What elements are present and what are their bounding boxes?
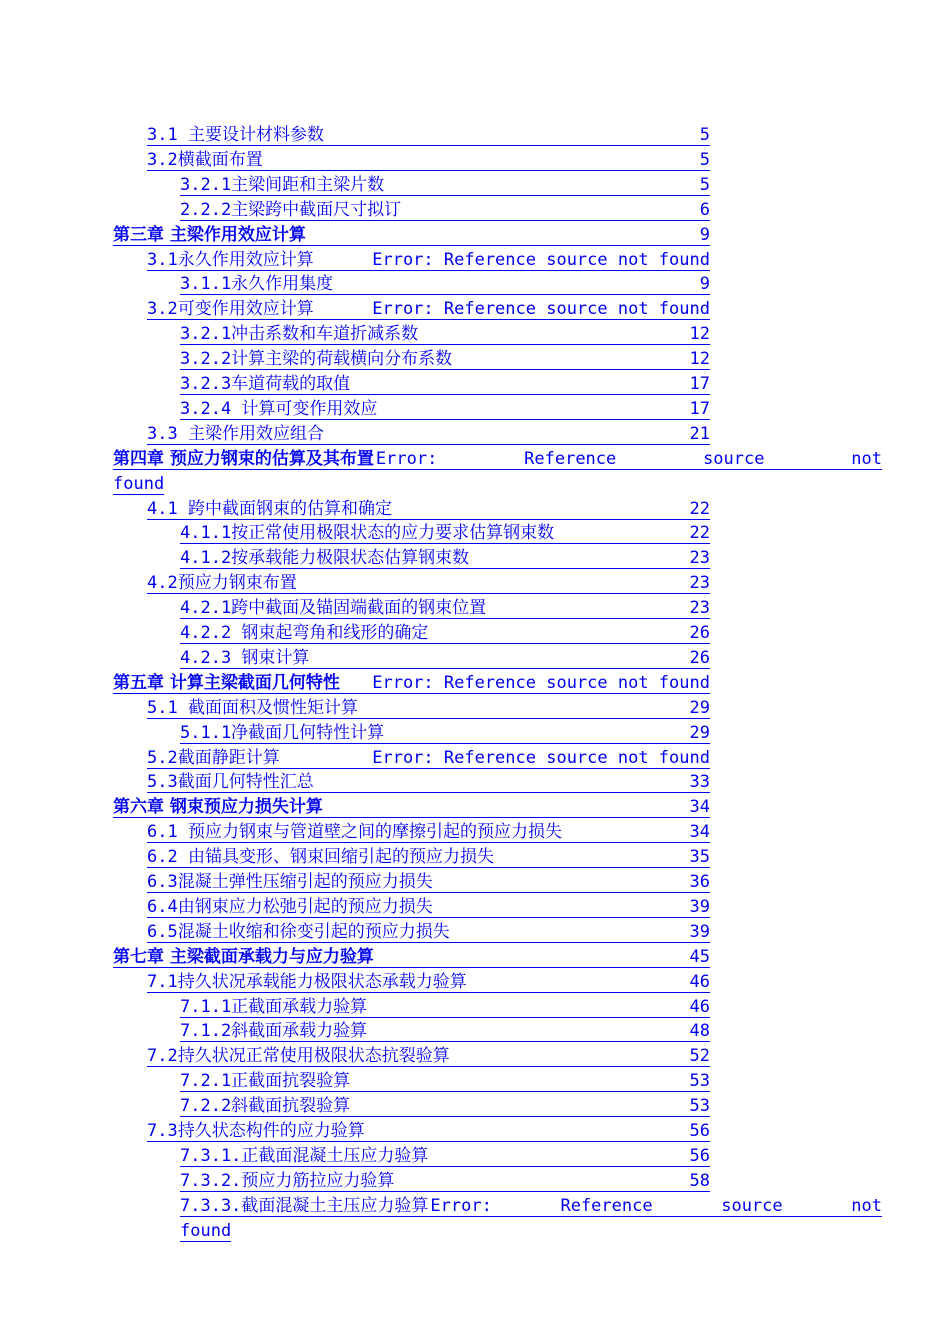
toc-section-title: 4.2.1跨中截面及锚固端截面的钢束位置	[180, 598, 487, 619]
toc-entry[interactable]	[180, 1144, 710, 1169]
toc-entry[interactable]	[180, 272, 710, 297]
toc-error-text: Error: Reference source not found	[372, 249, 710, 270]
toc-section-title: 3.1永久作用效应计算	[147, 249, 314, 270]
error-word: Reference	[560, 1195, 653, 1216]
toc-entry[interactable]	[147, 571, 710, 596]
toc-entry[interactable]	[180, 322, 710, 347]
link-underline	[180, 1041, 710, 1042]
toc-section-title: 4.1.1按正常使用极限状态的应力要求估算钢束数	[180, 523, 555, 544]
link-underline	[113, 817, 710, 818]
link-underline	[180, 344, 710, 345]
toc-section-title: 7.2持久状况正常使用极限状态抗裂验算	[147, 1046, 450, 1067]
toc-entry[interactable]	[180, 1194, 882, 1219]
toc-entry[interactable]	[180, 546, 710, 571]
link-underline	[180, 394, 710, 395]
toc-entry[interactable]	[180, 347, 710, 372]
toc-page-number: 34	[689, 822, 710, 843]
toc-entry[interactable]	[147, 248, 710, 273]
toc-page-number: 5	[699, 125, 710, 145]
link-underline	[147, 867, 710, 868]
toc-entry[interactable]	[180, 621, 710, 646]
toc-entry[interactable]	[113, 795, 710, 820]
toc-section-title: 7.3持久状态构件的应力验算	[147, 1121, 365, 1141]
toc-page-number: 17	[689, 374, 710, 394]
link-underline	[147, 718, 710, 719]
toc-page-number: 9	[699, 274, 710, 295]
toc-page-number: 22	[689, 523, 710, 544]
toc-error-text: Error: Reference source not found	[372, 299, 710, 320]
toc-section-title: 4.2.3 钢束计算	[180, 647, 310, 668]
link-underline	[180, 1017, 710, 1018]
toc-chapter-title: 第七章 主梁截面承载力与应力验算	[113, 946, 374, 967]
toc-page-number: 56	[689, 1145, 710, 1166]
toc-entry[interactable]	[147, 895, 710, 920]
link-underline	[113, 494, 164, 495]
toc-section-title: 4.1.2按承载能力极限状态估算钢束数	[180, 548, 470, 569]
toc-section-title: 4.1 跨中截面钢束的估算和确定	[147, 498, 392, 519]
toc-error-continuation[interactable]	[180, 1219, 231, 1244]
toc-page-number: 29	[689, 697, 710, 718]
link-underline	[180, 643, 710, 644]
toc-page-number: 5	[699, 149, 710, 170]
toc-page-number: 9	[699, 224, 710, 245]
toc-section-title: 3.2.4 计算可变作用效应	[180, 398, 378, 419]
toc-entry[interactable]	[113, 447, 882, 472]
toc-section-title: 3.2.1冲击系数和车道折减系数	[180, 324, 419, 345]
toc-section-title: 5.1.1净截面几何特性计算	[180, 722, 385, 743]
toc-section-title: 7.3.1.正截面混凝土压应力验算	[180, 1145, 429, 1166]
link-underline	[180, 369, 710, 370]
link-underline	[180, 1191, 710, 1192]
toc-page-number: 39	[689, 896, 710, 917]
toc-page-number: 26	[689, 623, 710, 643]
toc-section-title: 4.2预应力钢束布置	[147, 573, 297, 594]
toc-section-title: 5.1 截面面积及惯性矩计算	[147, 697, 358, 718]
link-underline	[180, 195, 710, 196]
link-underline	[147, 170, 710, 171]
error-word: not	[851, 448, 882, 469]
toc-entry[interactable]	[180, 173, 710, 198]
link-underline	[147, 892, 710, 893]
toc-entry[interactable]	[113, 223, 710, 248]
link-underline	[180, 618, 710, 619]
toc-entry[interactable]	[180, 372, 710, 397]
link-underline	[113, 245, 710, 246]
toc-section-title: 6.1 预应力钢束与管道壁之间的摩擦引起的预应力损失	[147, 822, 562, 843]
toc-page-number: 12	[689, 324, 710, 345]
link-underline	[180, 1091, 710, 1092]
error-word: Reference	[524, 448, 617, 469]
toc-section-title: 6.5混凝土收缩和徐变引起的预应力损失	[147, 921, 450, 942]
toc-error-text: Error: Reference source not found	[372, 672, 710, 693]
link-underline	[180, 668, 710, 669]
toc-entry[interactable]	[147, 422, 710, 447]
toc-entry[interactable]	[147, 920, 710, 945]
link-underline	[113, 967, 710, 968]
toc-page-number: 29	[689, 722, 710, 743]
toc-page-number: 6	[699, 199, 710, 220]
toc-entry[interactable]	[147, 820, 710, 845]
toc-entry[interactable]	[147, 123, 710, 148]
link-underline	[180, 220, 710, 221]
toc-page-number: 52	[689, 1046, 710, 1067]
link-underline	[147, 842, 710, 843]
toc-section-title: 3.3 主梁作用效应组合	[147, 423, 324, 444]
link-underline	[147, 145, 710, 146]
toc-entry[interactable]	[147, 746, 710, 771]
error-word: found	[180, 1220, 232, 1241]
link-underline	[180, 294, 710, 295]
toc-page-number: 46	[689, 971, 710, 992]
link-underline	[180, 543, 710, 544]
toc-section-title: 6.3混凝土弹性压缩引起的预应力损失	[147, 872, 433, 892]
toc-section-title: 3.1 主要设计材料参数	[147, 125, 324, 145]
toc-entry[interactable]	[180, 596, 710, 621]
toc-page-number: 53	[689, 1096, 710, 1117]
toc-entry[interactable]	[180, 995, 710, 1020]
toc-entry[interactable]	[180, 1069, 710, 1094]
toc-section-title: 2.2.2主梁跨中截面尺寸拟订	[180, 199, 402, 220]
link-underline	[147, 917, 710, 918]
toc-page-number: 23	[689, 598, 710, 619]
toc-chapter-title: 第五章 计算主梁截面几何特性	[113, 672, 340, 693]
toc-entry[interactable]	[113, 945, 710, 970]
toc-section-title: 7.3.3.截面混凝土主压应力验算	[180, 1195, 429, 1216]
toc-section-title: 5.3截面几何特性汇总	[147, 772, 314, 793]
error-word: not	[851, 1195, 882, 1216]
toc-page-number: 23	[689, 548, 710, 569]
toc-entry[interactable]	[180, 721, 710, 746]
toc-section-title: 3.2横截面布置	[147, 149, 263, 170]
link-underline	[147, 1141, 710, 1142]
toc-entry[interactable]	[147, 845, 710, 870]
toc-page-number: 34	[689, 797, 710, 818]
toc-section-title: 6.4由钢束应力松弛引起的预应力损失	[147, 896, 433, 917]
toc-entry[interactable]	[147, 1044, 710, 1069]
error-word: Error:	[430, 1195, 492, 1216]
toc-section-title: 3.2.3车道荷载的取值	[180, 374, 351, 394]
toc-section-title: 7.1持久状况承载能力极限状态承载力验算	[147, 971, 467, 992]
toc-section-title: 7.2.2斜截面抗裂验算	[180, 1096, 351, 1117]
toc-page-number: 56	[689, 1121, 710, 1141]
toc-page-number: 53	[689, 1071, 710, 1092]
toc-entry[interactable]	[180, 397, 710, 422]
toc-entry[interactable]	[147, 297, 710, 322]
link-underline	[113, 469, 882, 470]
toc-page-number: 12	[689, 349, 710, 370]
link-underline	[180, 419, 710, 420]
toc-page-number: 22	[689, 498, 710, 519]
toc-page-number: 21	[689, 423, 710, 444]
toc-page-number: 23	[689, 573, 710, 594]
link-underline	[180, 1241, 231, 1242]
link-underline	[147, 519, 710, 520]
link-underline	[180, 568, 710, 569]
toc-page-number: 5	[699, 174, 710, 195]
toc-entry[interactable]	[147, 696, 710, 721]
toc-error-text: Error: Reference source not found	[372, 747, 710, 768]
link-underline	[180, 1166, 710, 1167]
toc-section-title: 3.1.1永久作用集度	[180, 274, 334, 295]
toc-entry[interactable]	[180, 1169, 710, 1194]
link-underline	[180, 743, 710, 744]
toc-section-title: 3.2可变作用效应计算	[147, 299, 314, 320]
error-word: source	[721, 1195, 783, 1216]
toc-entry[interactable]	[147, 148, 710, 173]
error-word: found	[113, 473, 165, 494]
toc-chapter-title: 第三章 主梁作用效应计算	[113, 224, 306, 245]
toc-page-number: 39	[689, 921, 710, 942]
toc-entry[interactable]	[147, 970, 710, 995]
link-underline	[147, 992, 710, 993]
error-word: source	[703, 448, 765, 469]
toc-section-title: 7.2.1正截面抗裂验算	[180, 1071, 351, 1092]
toc-section-title: 3.2.2计算主梁的荷载横向分布系数	[180, 349, 453, 370]
toc-entry[interactable]	[180, 1094, 710, 1119]
link-underline	[147, 1066, 710, 1067]
toc-section-title: 3.2.1主梁间距和主梁片数	[180, 174, 385, 195]
toc-entry[interactable]	[180, 521, 710, 546]
toc-page-number: 46	[689, 996, 710, 1017]
link-underline	[147, 942, 710, 943]
link-underline	[147, 792, 710, 793]
toc-entry[interactable]	[147, 870, 710, 895]
toc-page-number: 17	[689, 398, 710, 419]
toc-section-title: 7.1.1正截面承载力验算	[180, 996, 368, 1017]
toc-page-number: 48	[689, 1021, 710, 1042]
toc-error-continuation[interactable]	[113, 472, 164, 497]
link-underline	[147, 444, 710, 445]
link-underline	[180, 1116, 710, 1117]
toc-entry[interactable]	[147, 770, 710, 795]
toc-page-number: 35	[689, 847, 710, 868]
toc-section-title: 7.1.2斜截面承载力验算	[180, 1021, 368, 1042]
toc-page-number: 58	[689, 1170, 710, 1191]
link-underline	[147, 593, 710, 594]
toc-entry[interactable]	[180, 198, 710, 223]
toc-section-title: 5.2截面静距计算	[147, 747, 280, 768]
toc-section-title: 4.2.2 钢束起弯角和线形的确定	[180, 623, 429, 643]
toc-entry[interactable]	[180, 646, 710, 671]
toc-entry[interactable]	[180, 1019, 710, 1044]
toc-entry[interactable]	[147, 1119, 710, 1144]
toc-section-title: 6.2 由锚具变形、钢束回缩引起的预应力损失	[147, 847, 494, 868]
toc-page-number: 33	[689, 772, 710, 793]
error-word: Error:	[375, 448, 438, 469]
toc-entry[interactable]	[147, 497, 710, 522]
toc-chapter-title: 第六章 钢束预应力损失计算	[113, 797, 323, 818]
toc-page-number: 26	[689, 647, 710, 668]
toc-section-title: 7.3.2.预应力筋拉应力验算	[180, 1170, 395, 1191]
toc-entry[interactable]	[113, 671, 710, 696]
toc-page-number: 45	[689, 946, 710, 967]
toc-page-number: 36	[689, 872, 710, 892]
toc-chapter-title: 第四章 预应力钢束的估算及其布置	[113, 448, 374, 469]
